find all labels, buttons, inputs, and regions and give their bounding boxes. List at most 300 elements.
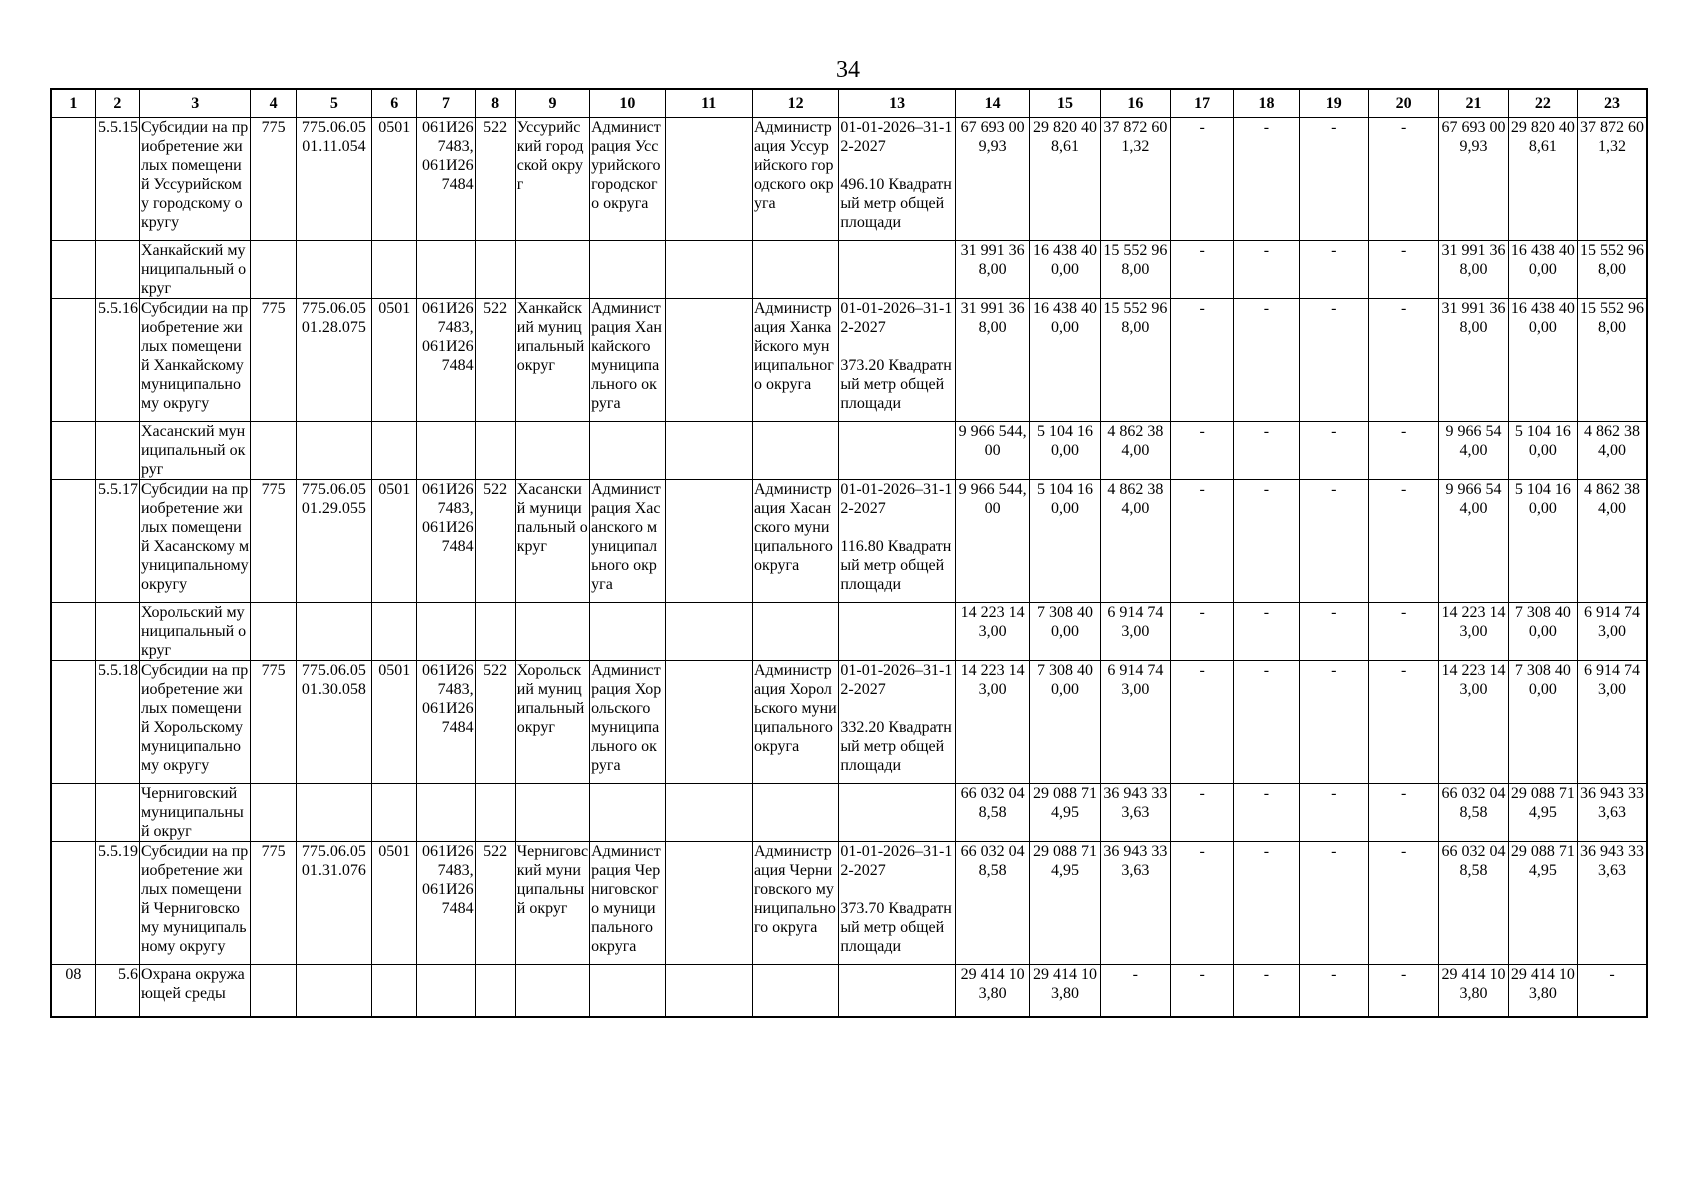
cell-text: 29 088 714,95 bbox=[1510, 785, 1575, 821]
cell-col-1 bbox=[51, 118, 95, 241]
cell-col-18 bbox=[1234, 661, 1299, 784]
cell-text: 7 308 400,00 bbox=[1514, 604, 1571, 640]
cell-col-5 bbox=[296, 422, 371, 480]
cell-col-10 bbox=[590, 422, 665, 480]
cell-text: - bbox=[1609, 966, 1615, 983]
cell-text: - bbox=[1331, 423, 1337, 440]
cell-text: 5.5.15 bbox=[97, 119, 138, 136]
cell-text: 31 991 368,00 bbox=[960, 242, 1025, 278]
cell-col-22 bbox=[1508, 784, 1577, 842]
cell-col-20 bbox=[1368, 422, 1438, 480]
cell-text: 061И26 7483, 061И26 7484 bbox=[422, 662, 474, 736]
cell-col-3 bbox=[139, 842, 251, 965]
cell-col-15 bbox=[1030, 241, 1100, 299]
cell-text: 4 862 384,00 bbox=[1107, 481, 1164, 517]
cell-col-23 bbox=[1577, 480, 1647, 603]
cell-col-10 bbox=[590, 661, 665, 784]
cell-text: 29 088 714,95 bbox=[1032, 843, 1097, 879]
cell-col-14 bbox=[955, 784, 1029, 842]
cell-text: - bbox=[1400, 662, 1407, 679]
cell-col-4 bbox=[251, 241, 296, 299]
cell-col-14 bbox=[955, 603, 1029, 661]
column-header-8: 8 bbox=[475, 89, 515, 118]
cell-text: 67 693 009,93 bbox=[960, 119, 1025, 155]
cell-col-1 bbox=[51, 965, 95, 1017]
cell-col-3 bbox=[139, 965, 251, 1017]
cell-text: 9 966 544,00 bbox=[1445, 481, 1502, 517]
cell-text: - bbox=[1331, 481, 1337, 498]
cell-text: 0501 bbox=[378, 481, 411, 498]
cell-col-19 bbox=[1299, 842, 1368, 965]
cell-col-3 bbox=[139, 603, 251, 661]
cell-col-10 bbox=[590, 784, 665, 842]
cell-col-21 bbox=[1439, 784, 1508, 842]
cell-text: 5.5.19 bbox=[97, 843, 138, 860]
cell-text: - bbox=[1400, 300, 1407, 317]
cell-text: - bbox=[1400, 119, 1407, 136]
column-header-3: 3 bbox=[139, 89, 251, 118]
cell-col-9 bbox=[515, 299, 589, 422]
cell-col-17 bbox=[1170, 784, 1233, 842]
cell-text: 36 943 333,63 bbox=[1103, 785, 1168, 821]
column-header-23: 23 bbox=[1577, 89, 1647, 118]
cell-col-15 bbox=[1030, 603, 1100, 661]
column-header-10: 10 bbox=[590, 89, 665, 118]
cell-col-3 bbox=[139, 241, 251, 299]
cell-col-11 bbox=[665, 299, 752, 422]
cell-col-17 bbox=[1170, 603, 1233, 661]
cell-col-7 bbox=[417, 784, 475, 842]
cell-col-3 bbox=[139, 299, 251, 422]
cell-text: - bbox=[1263, 119, 1270, 136]
cell-text: 08 bbox=[65, 966, 82, 983]
cell-text: Администрация Уссурийского городского округа bbox=[753, 119, 834, 212]
cell-col-7 bbox=[417, 480, 475, 603]
cell-text: Администрация Ханкайского муниципального округа bbox=[753, 300, 834, 393]
cell-text: 7 308 400,00 bbox=[1036, 604, 1093, 640]
cell-col-5 bbox=[296, 241, 371, 299]
cell-col-21 bbox=[1439, 661, 1508, 784]
cell-col-22 bbox=[1508, 422, 1577, 480]
cell-text: 01-01-2026–31-12-2027 496.10 Квадратный метр общей площади bbox=[840, 119, 953, 231]
cell-text: 01-01-2026–31-12-2027 373.20 Квадратный метр общей площади bbox=[840, 300, 953, 412]
cell-col-15 bbox=[1030, 842, 1100, 965]
cell-col-2 bbox=[95, 422, 139, 480]
cell-col-17 bbox=[1170, 842, 1233, 965]
cell-col-14 bbox=[955, 241, 1029, 299]
cell-col-16 bbox=[1100, 784, 1170, 842]
cell-col-9 bbox=[515, 842, 589, 965]
cell-col-8 bbox=[475, 965, 515, 1017]
cell-col-11 bbox=[665, 603, 752, 661]
cell-text: Администрация Хорольского муниципального округа bbox=[753, 662, 837, 755]
cell-col-10 bbox=[590, 603, 665, 661]
cell-text: - bbox=[1400, 843, 1407, 860]
cell-col-7 bbox=[417, 603, 475, 661]
cell-text: Администрация Уссурийского городского округа bbox=[591, 119, 661, 212]
cell-text: - bbox=[1331, 119, 1337, 136]
cell-text: 4 862 384,00 bbox=[1107, 423, 1164, 459]
cell-col-18 bbox=[1234, 299, 1299, 422]
cell-col-12 bbox=[752, 241, 838, 299]
cell-col-8 bbox=[475, 422, 515, 480]
column-header-13: 13 bbox=[839, 89, 956, 118]
cell-col-6 bbox=[372, 784, 417, 842]
cell-text: Администрация Хорольского муниципального округа bbox=[591, 662, 662, 774]
cell-text: 9 966 544,00 bbox=[958, 481, 1027, 517]
cell-text: 37 872 601,32 bbox=[1579, 119, 1644, 155]
cell-text: 31 991 368,00 bbox=[1441, 300, 1506, 336]
cell-text: 0501 bbox=[378, 662, 411, 679]
cell-text: 5.6 bbox=[117, 966, 138, 983]
cell-text: 66 032 048,58 bbox=[960, 785, 1025, 821]
cell-text: - bbox=[1199, 604, 1205, 621]
cell-col-8 bbox=[475, 118, 515, 241]
cell-col-17 bbox=[1170, 299, 1233, 422]
cell-text: Ханкайский муниципальный округ bbox=[140, 242, 247, 297]
cell-text: 4 862 384,00 bbox=[1583, 423, 1640, 459]
cell-text: Субсидии на приобретение жилых помещений Уссурийскому городскому округу bbox=[140, 119, 249, 231]
cell-text: Хасанский муниципальный округ bbox=[516, 481, 588, 555]
cell-col-22 bbox=[1508, 603, 1577, 661]
cell-col-8 bbox=[475, 241, 515, 299]
header-row bbox=[51, 89, 1647, 118]
cell-text: 522 bbox=[483, 481, 508, 498]
cell-text: 5.5.16 bbox=[97, 300, 138, 317]
cell-col-15 bbox=[1030, 965, 1100, 1017]
cell-text: - bbox=[1199, 662, 1205, 679]
cell-text: 14 223 143,00 bbox=[960, 604, 1025, 640]
cell-text: - bbox=[1199, 300, 1205, 317]
cell-text: 5.5.17 bbox=[97, 481, 138, 498]
cell-text: - bbox=[1400, 423, 1407, 440]
cell-text: - bbox=[1263, 423, 1270, 440]
cell-text: 14 223 143,00 bbox=[1441, 604, 1506, 640]
cell-col-16 bbox=[1100, 299, 1170, 422]
cell-text: - bbox=[1199, 242, 1205, 259]
cell-col-20 bbox=[1368, 603, 1438, 661]
cell-col-6 bbox=[372, 118, 417, 241]
cell-col-17 bbox=[1170, 422, 1233, 480]
cell-col-5 bbox=[296, 661, 371, 784]
column-header-20: 20 bbox=[1368, 89, 1438, 118]
cell-text: 14 223 143,00 bbox=[960, 662, 1025, 698]
cell-col-23 bbox=[1577, 661, 1647, 784]
cell-text: 01-01-2026–31-12-2027 116.80 Квадратный метр общей площади bbox=[840, 481, 953, 593]
cell-col-23 bbox=[1577, 784, 1647, 842]
table-row bbox=[51, 118, 1647, 241]
cell-col-20 bbox=[1368, 661, 1438, 784]
cell-col-23 bbox=[1577, 299, 1647, 422]
cell-col-22 bbox=[1508, 661, 1577, 784]
cell-col-8 bbox=[475, 480, 515, 603]
cell-col-14 bbox=[955, 480, 1029, 603]
cell-text: 36 943 333,63 bbox=[1103, 843, 1168, 879]
table-row bbox=[51, 842, 1647, 965]
cell-text: Хорольский муниципальный округ bbox=[516, 662, 585, 736]
cell-text: - bbox=[1400, 966, 1407, 983]
cell-text: - bbox=[1331, 604, 1337, 621]
cell-text: - bbox=[1199, 481, 1205, 498]
cell-text: 6 914 743,00 bbox=[1583, 662, 1640, 698]
cell-col-20 bbox=[1368, 118, 1438, 241]
cell-text: 9 966 544,00 bbox=[1445, 423, 1502, 459]
cell-col-5 bbox=[296, 299, 371, 422]
cell-col-21 bbox=[1439, 118, 1508, 241]
cell-col-6 bbox=[372, 480, 417, 603]
page-number: 34 bbox=[836, 57, 860, 83]
cell-col-7 bbox=[417, 422, 475, 480]
cell-col-18 bbox=[1234, 118, 1299, 241]
cell-text: Охрана окружающей среды bbox=[140, 966, 245, 1002]
cell-text: 6 914 743,00 bbox=[1107, 662, 1164, 698]
cell-text: 4 862 384,00 bbox=[1583, 481, 1640, 517]
cell-text: - bbox=[1199, 119, 1205, 136]
cell-col-2 bbox=[95, 661, 139, 784]
cell-col-1 bbox=[51, 422, 95, 480]
cell-col-12 bbox=[752, 784, 838, 842]
cell-text: 15 552 968,00 bbox=[1103, 300, 1168, 336]
cell-col-14 bbox=[955, 422, 1029, 480]
cell-col-14 bbox=[955, 842, 1029, 965]
cell-text: Субсидии на приобретение жилых помещений Ханкайскому муниципальному округу bbox=[140, 300, 249, 412]
cell-col-20 bbox=[1368, 241, 1438, 299]
cell-col-17 bbox=[1170, 480, 1233, 603]
cell-text: 5.5.18 bbox=[97, 662, 138, 679]
cell-col-5 bbox=[296, 784, 371, 842]
cell-text: 14 223 143,00 bbox=[1441, 662, 1506, 698]
cell-col-13 bbox=[839, 603, 956, 661]
cell-col-21 bbox=[1439, 241, 1508, 299]
cell-col-11 bbox=[665, 422, 752, 480]
cell-col-2 bbox=[95, 603, 139, 661]
cell-col-19 bbox=[1299, 784, 1368, 842]
cell-col-22 bbox=[1508, 118, 1577, 241]
cell-text: 31 991 368,00 bbox=[1441, 242, 1506, 278]
cell-col-19 bbox=[1299, 422, 1368, 480]
cell-text: 0501 bbox=[378, 119, 411, 136]
cell-text: 16 438 400,00 bbox=[1032, 242, 1097, 278]
cell-col-3 bbox=[139, 422, 251, 480]
table-row bbox=[51, 784, 1647, 842]
cell-col-10 bbox=[590, 842, 665, 965]
cell-col-14 bbox=[955, 299, 1029, 422]
cell-text: - bbox=[1199, 423, 1205, 440]
column-header-7: 7 bbox=[417, 89, 475, 118]
cell-col-2 bbox=[95, 118, 139, 241]
cell-text: - bbox=[1331, 662, 1337, 679]
cell-col-21 bbox=[1439, 480, 1508, 603]
cell-text: 5 104 160,00 bbox=[1514, 481, 1571, 517]
table-row bbox=[51, 965, 1647, 1017]
cell-text: Уссурийский городской округ bbox=[516, 119, 584, 193]
cell-text: - bbox=[1331, 242, 1337, 259]
cell-col-15 bbox=[1030, 661, 1100, 784]
cell-col-9 bbox=[515, 603, 589, 661]
cell-text: 16 438 400,00 bbox=[1510, 242, 1575, 278]
cell-col-6 bbox=[372, 661, 417, 784]
cell-col-22 bbox=[1508, 965, 1577, 1017]
cell-col-13 bbox=[839, 965, 956, 1017]
cell-text: 15 552 968,00 bbox=[1579, 242, 1644, 278]
cell-col-23 bbox=[1577, 422, 1647, 480]
cell-col-12 bbox=[752, 842, 838, 965]
cell-col-1 bbox=[51, 299, 95, 422]
cell-text: 775.06.05 01.30.058 bbox=[301, 662, 366, 698]
cell-col-4 bbox=[251, 842, 296, 965]
cell-text: Черниговский муниципальный округ bbox=[140, 785, 244, 840]
cell-col-16 bbox=[1100, 965, 1170, 1017]
cell-col-15 bbox=[1030, 118, 1100, 241]
cell-col-11 bbox=[665, 784, 752, 842]
cell-text: - bbox=[1331, 843, 1337, 860]
cell-col-4 bbox=[251, 422, 296, 480]
cell-col-15 bbox=[1030, 784, 1100, 842]
cell-text: 061И26 7483, 061И26 7484 bbox=[422, 481, 474, 555]
column-header-16: 16 bbox=[1100, 89, 1170, 118]
cell-col-18 bbox=[1234, 480, 1299, 603]
cell-col-6 bbox=[372, 241, 417, 299]
cell-text: 29 820 408,61 bbox=[1032, 119, 1097, 155]
cell-col-4 bbox=[251, 965, 296, 1017]
cell-text: 775.06.05 01.31.076 bbox=[301, 843, 366, 879]
cell-col-21 bbox=[1439, 842, 1508, 965]
cell-col-14 bbox=[955, 661, 1029, 784]
cell-col-11 bbox=[665, 965, 752, 1017]
cell-col-13 bbox=[839, 480, 956, 603]
cell-text: 0501 bbox=[378, 843, 411, 860]
cell-col-6 bbox=[372, 299, 417, 422]
cell-col-10 bbox=[590, 241, 665, 299]
cell-text: 29 088 714,95 bbox=[1510, 843, 1575, 879]
cell-text: - bbox=[1331, 300, 1337, 317]
cell-text: Хорольский муниципальный округ bbox=[140, 604, 247, 659]
cell-text: - bbox=[1199, 785, 1205, 802]
cell-col-10 bbox=[590, 965, 665, 1017]
cell-text: - bbox=[1132, 966, 1138, 983]
cell-col-23 bbox=[1577, 965, 1647, 1017]
column-header-6: 6 bbox=[372, 89, 417, 118]
table-body bbox=[51, 118, 1647, 1017]
cell-col-7 bbox=[417, 965, 475, 1017]
cell-col-4 bbox=[251, 480, 296, 603]
cell-col-8 bbox=[475, 299, 515, 422]
cell-col-20 bbox=[1368, 784, 1438, 842]
cell-col-1 bbox=[51, 480, 95, 603]
cell-col-16 bbox=[1100, 422, 1170, 480]
table-row bbox=[51, 480, 1647, 603]
cell-col-1 bbox=[51, 784, 95, 842]
cell-text: Черниговский муниципальный округ bbox=[516, 843, 589, 917]
cell-col-22 bbox=[1508, 299, 1577, 422]
cell-col-14 bbox=[955, 118, 1029, 241]
cell-text: - bbox=[1400, 481, 1407, 498]
cell-text: - bbox=[1331, 785, 1337, 802]
column-header-18: 18 bbox=[1234, 89, 1299, 118]
cell-text: - bbox=[1199, 966, 1205, 983]
cell-col-6 bbox=[372, 965, 417, 1017]
cell-text: 37 872 601,32 bbox=[1103, 119, 1168, 155]
cell-col-5 bbox=[296, 603, 371, 661]
cell-col-3 bbox=[139, 784, 251, 842]
cell-col-9 bbox=[515, 422, 589, 480]
cell-text: - bbox=[1400, 604, 1407, 621]
cell-text: - bbox=[1263, 300, 1270, 317]
cell-col-15 bbox=[1030, 480, 1100, 603]
cell-col-8 bbox=[475, 661, 515, 784]
cell-col-1 bbox=[51, 661, 95, 784]
column-header-15: 15 bbox=[1030, 89, 1100, 118]
cell-col-20 bbox=[1368, 842, 1438, 965]
cell-col-13 bbox=[839, 241, 956, 299]
table-row bbox=[51, 422, 1647, 480]
cell-text: 775 bbox=[261, 662, 286, 679]
cell-col-15 bbox=[1030, 299, 1100, 422]
cell-col-20 bbox=[1368, 480, 1438, 603]
cell-text: 66 032 048,58 bbox=[960, 843, 1025, 879]
data-table bbox=[50, 88, 1648, 1018]
cell-text: 29 414 103,80 bbox=[1032, 966, 1097, 1002]
cell-col-13 bbox=[839, 784, 956, 842]
cell-text: 0501 bbox=[378, 300, 411, 317]
column-header-9: 9 bbox=[515, 89, 589, 118]
cell-col-13 bbox=[839, 661, 956, 784]
cell-text: 5 104 160,00 bbox=[1036, 423, 1093, 459]
cell-text: Администрация Хасанского муниципального округа bbox=[753, 481, 833, 574]
cell-text: 775.06.05 01.28.075 bbox=[301, 300, 366, 336]
cell-text: Администрация Черниговского муниципального округа bbox=[753, 843, 836, 936]
cell-col-6 bbox=[372, 603, 417, 661]
cell-col-13 bbox=[839, 299, 956, 422]
cell-col-16 bbox=[1100, 661, 1170, 784]
cell-col-19 bbox=[1299, 241, 1368, 299]
cell-text: Администрация Черниговского муниципального округа bbox=[591, 843, 661, 955]
cell-col-17 bbox=[1170, 118, 1233, 241]
cell-col-7 bbox=[417, 661, 475, 784]
column-header-4: 4 bbox=[251, 89, 296, 118]
cell-col-7 bbox=[417, 299, 475, 422]
cell-text: 061И26 7483, 061И26 7484 bbox=[422, 300, 474, 374]
cell-text: - bbox=[1400, 242, 1407, 259]
cell-col-16 bbox=[1100, 241, 1170, 299]
cell-col-21 bbox=[1439, 965, 1508, 1017]
cell-col-20 bbox=[1368, 965, 1438, 1017]
cell-text: 5 104 160,00 bbox=[1036, 481, 1093, 517]
cell-col-5 bbox=[296, 480, 371, 603]
cell-text: 6 914 743,00 bbox=[1583, 604, 1640, 640]
cell-col-18 bbox=[1234, 241, 1299, 299]
cell-text: 66 032 048,58 bbox=[1441, 785, 1506, 821]
cell-text: 66 032 048,58 bbox=[1441, 843, 1506, 879]
cell-col-2 bbox=[95, 965, 139, 1017]
cell-col-5 bbox=[296, 118, 371, 241]
cell-col-12 bbox=[752, 603, 838, 661]
table-row bbox=[51, 241, 1647, 299]
column-header-2: 2 bbox=[95, 89, 139, 118]
cell-col-12 bbox=[752, 661, 838, 784]
cell-col-19 bbox=[1299, 118, 1368, 241]
cell-col-19 bbox=[1299, 480, 1368, 603]
cell-col-16 bbox=[1100, 603, 1170, 661]
cell-col-9 bbox=[515, 965, 589, 1017]
cell-col-11 bbox=[665, 118, 752, 241]
column-header-11: 11 bbox=[665, 89, 752, 118]
cell-col-9 bbox=[515, 118, 589, 241]
cell-text: 15 552 968,00 bbox=[1579, 300, 1644, 336]
cell-text: 29 088 714,95 bbox=[1032, 785, 1097, 821]
cell-text: - bbox=[1263, 843, 1270, 860]
column-header-22: 22 bbox=[1508, 89, 1577, 118]
